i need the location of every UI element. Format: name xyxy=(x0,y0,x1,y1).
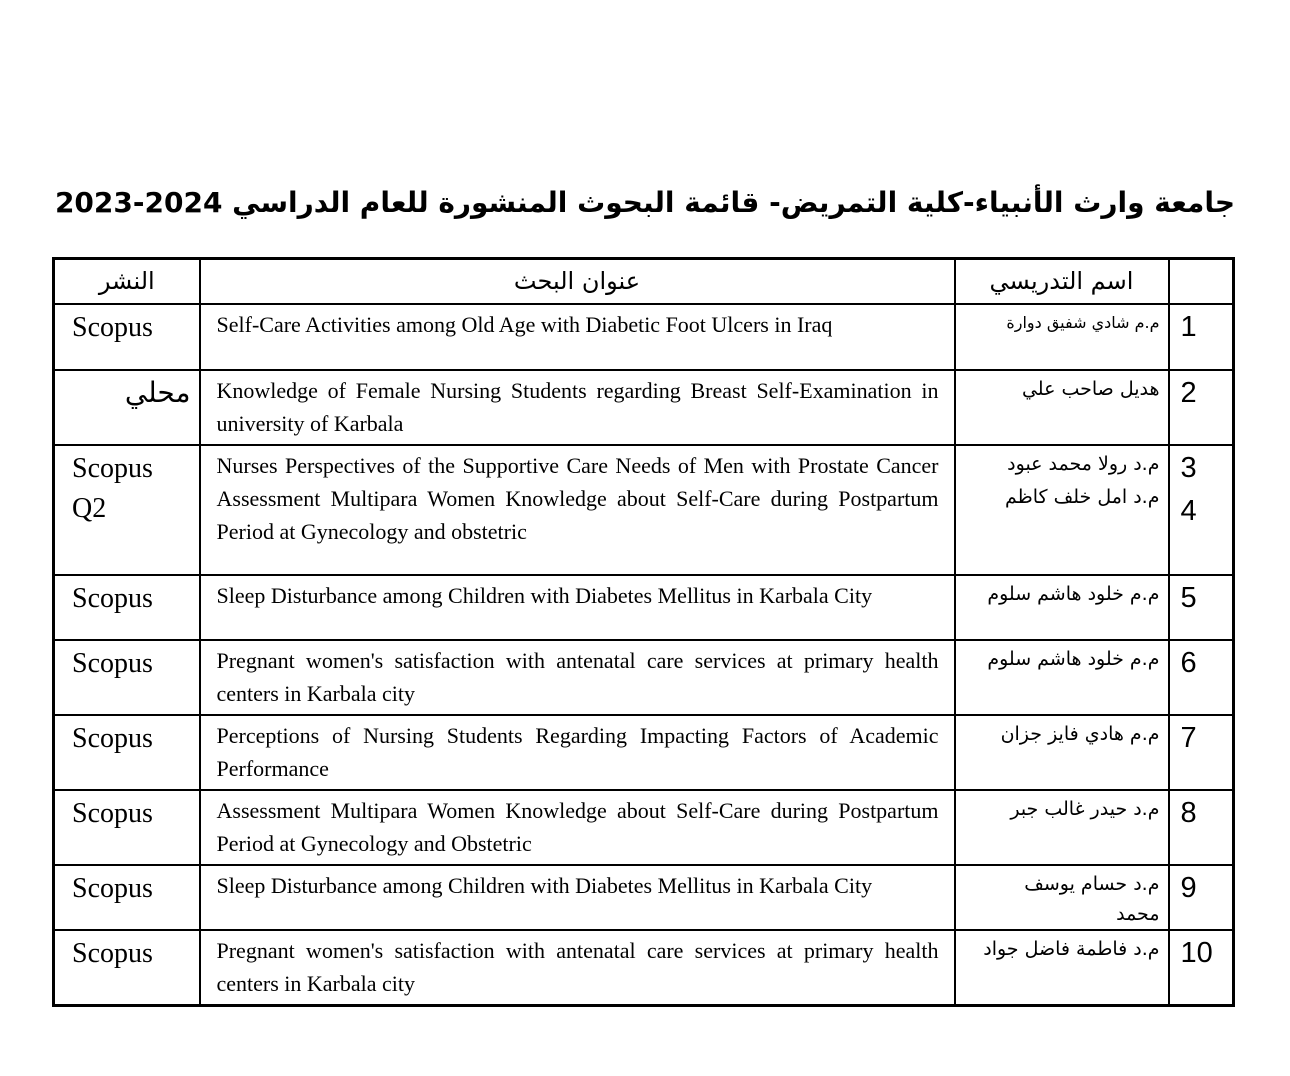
publication-label: Scopus xyxy=(72,311,153,343)
teacher-cell xyxy=(955,640,1169,715)
row-number: 4 xyxy=(1180,494,1197,527)
row-number: 5 xyxy=(1180,581,1197,614)
publication-label: Scopus xyxy=(72,937,153,969)
row-number: 10 xyxy=(1180,936,1213,969)
research-title-text: Knowledge of Female Nursing Students regarding Breast Self-Examination in university of Karbala xyxy=(216,377,939,436)
teacher-cell xyxy=(955,930,1169,1006)
table-header-row xyxy=(54,259,1234,304)
row-number: 6 xyxy=(1180,646,1197,679)
teacher-cell xyxy=(955,715,1169,790)
teacher-cell xyxy=(955,370,1169,445)
teacher-name: م.د حسام يوسف محمد xyxy=(1024,872,1160,925)
research-title-cell xyxy=(200,930,955,1006)
research-title-text: Perceptions of Nursing Students Regarding Impacting Factors of Academic Performance xyxy=(216,722,939,781)
row-number-cell xyxy=(1169,304,1234,370)
published-research-table xyxy=(52,257,1235,1007)
publication-cell xyxy=(54,865,200,930)
research-title-cell xyxy=(200,865,955,930)
row-number-cell xyxy=(1169,640,1234,715)
header-index xyxy=(1169,259,1234,304)
publication-label: محلي xyxy=(124,377,191,409)
publication-cell xyxy=(54,790,200,865)
research-title-text: Sleep Disturbance among Children with Diabetes Mellitus in Karbala City xyxy=(216,872,873,898)
table-row xyxy=(54,445,1234,575)
header-research-title: عنوان البحث xyxy=(200,259,955,304)
teacher-name: م.م شادي شفيق دوارة xyxy=(1006,312,1160,332)
research-title-text: Sleep Disturbance among Children with Diabetes Mellitus in Karbala City xyxy=(216,582,873,608)
publication-cell xyxy=(54,304,200,370)
row-number: 9 xyxy=(1180,871,1197,904)
row-number-cell xyxy=(1169,575,1234,640)
row-number-cell xyxy=(1169,370,1234,445)
table-row xyxy=(54,370,1234,445)
page-title: جامعة وارث الأنبياء-كلية التمريض- قائمة البحوث المنشورة للعام الدراسي 2024-2023 xyxy=(54,186,1236,219)
publication-label: Scopus Q2 xyxy=(72,452,153,524)
publication-cell xyxy=(54,715,200,790)
row-number-cell xyxy=(1169,715,1234,790)
teacher-name: م.م خلود هاشم سلوم xyxy=(987,582,1160,605)
teacher-name: م.د امل خلف كاظم xyxy=(1004,485,1160,508)
publication-cell xyxy=(54,930,200,1006)
table-row xyxy=(54,865,1234,930)
research-title-cell xyxy=(200,640,955,715)
teacher-name: هديل صاحب علي xyxy=(1021,377,1160,400)
teacher-name: م.د فاطمة فاضل جواد xyxy=(983,937,1160,960)
teacher-name: م.د حيدر غالب جبر xyxy=(1010,797,1160,820)
row-number-cell xyxy=(1169,445,1234,575)
research-title-text: Pregnant women's satisfaction with antenatal care services at primary health centers in Karbala city xyxy=(216,647,939,706)
table-row xyxy=(54,930,1234,1006)
publication-label: Scopus xyxy=(72,582,153,614)
teacher-name: م.د رولا محمد عبود xyxy=(1007,452,1160,475)
row-number-cell xyxy=(1169,790,1234,865)
teacher-name: م.م هادي فايز جزان xyxy=(1000,722,1160,745)
table-row xyxy=(54,575,1234,640)
teacher-cell xyxy=(955,575,1169,640)
research-title-cell xyxy=(200,445,955,575)
teacher-cell xyxy=(955,445,1169,575)
research-title-cell xyxy=(200,304,955,370)
research-title-text: Self-Care Activities among Old Age with Diabetic Foot Ulcers in Iraq xyxy=(216,311,833,337)
row-number-cell xyxy=(1169,930,1234,1006)
table-row xyxy=(54,304,1234,370)
teacher-cell xyxy=(955,865,1169,930)
row-number: 7 xyxy=(1180,721,1197,754)
header-teacher-name: اسم التدريسي xyxy=(955,259,1169,304)
research-title-text: Assessment Multipara Women Knowledge about Self-Care during Postpartum Period at Gynecology and Obstetric xyxy=(216,797,939,856)
teacher-cell xyxy=(955,790,1169,865)
header-publication: النشر xyxy=(54,259,200,304)
publication-label: Scopus xyxy=(72,647,153,679)
research-title-cell xyxy=(200,715,955,790)
row-number-cell xyxy=(1169,865,1234,930)
research-title-cell xyxy=(200,575,955,640)
publication-cell xyxy=(54,445,200,575)
publication-label: Scopus xyxy=(72,797,153,829)
research-title-text: Nurses Perspectives of the Supportive Care Needs of Men with Prostate Cancer Assessment Multipara Women Knowledge about Self-Care during Postpartum Period at Gynecology and obstetric xyxy=(216,452,939,544)
table-row xyxy=(54,640,1234,715)
research-title-text: Pregnant women's satisfaction with antenatal care services at primary health centers in Karbala city xyxy=(216,937,939,996)
publication-cell xyxy=(54,640,200,715)
row-number: 3 xyxy=(1180,451,1197,484)
publication-cell xyxy=(54,370,200,445)
row-number: 8 xyxy=(1180,796,1197,829)
row-number: 1 xyxy=(1180,310,1197,343)
research-title-cell xyxy=(200,370,955,445)
research-title-cell xyxy=(200,790,955,865)
teacher-cell xyxy=(955,304,1169,370)
row-number: 2 xyxy=(1180,376,1197,409)
publication-label: Scopus xyxy=(72,722,153,754)
publication-cell xyxy=(54,575,200,640)
publication-label: Scopus xyxy=(72,872,153,904)
table-row xyxy=(54,715,1234,790)
table-row xyxy=(54,790,1234,865)
teacher-name: م.م خلود هاشم سلوم xyxy=(987,647,1160,670)
